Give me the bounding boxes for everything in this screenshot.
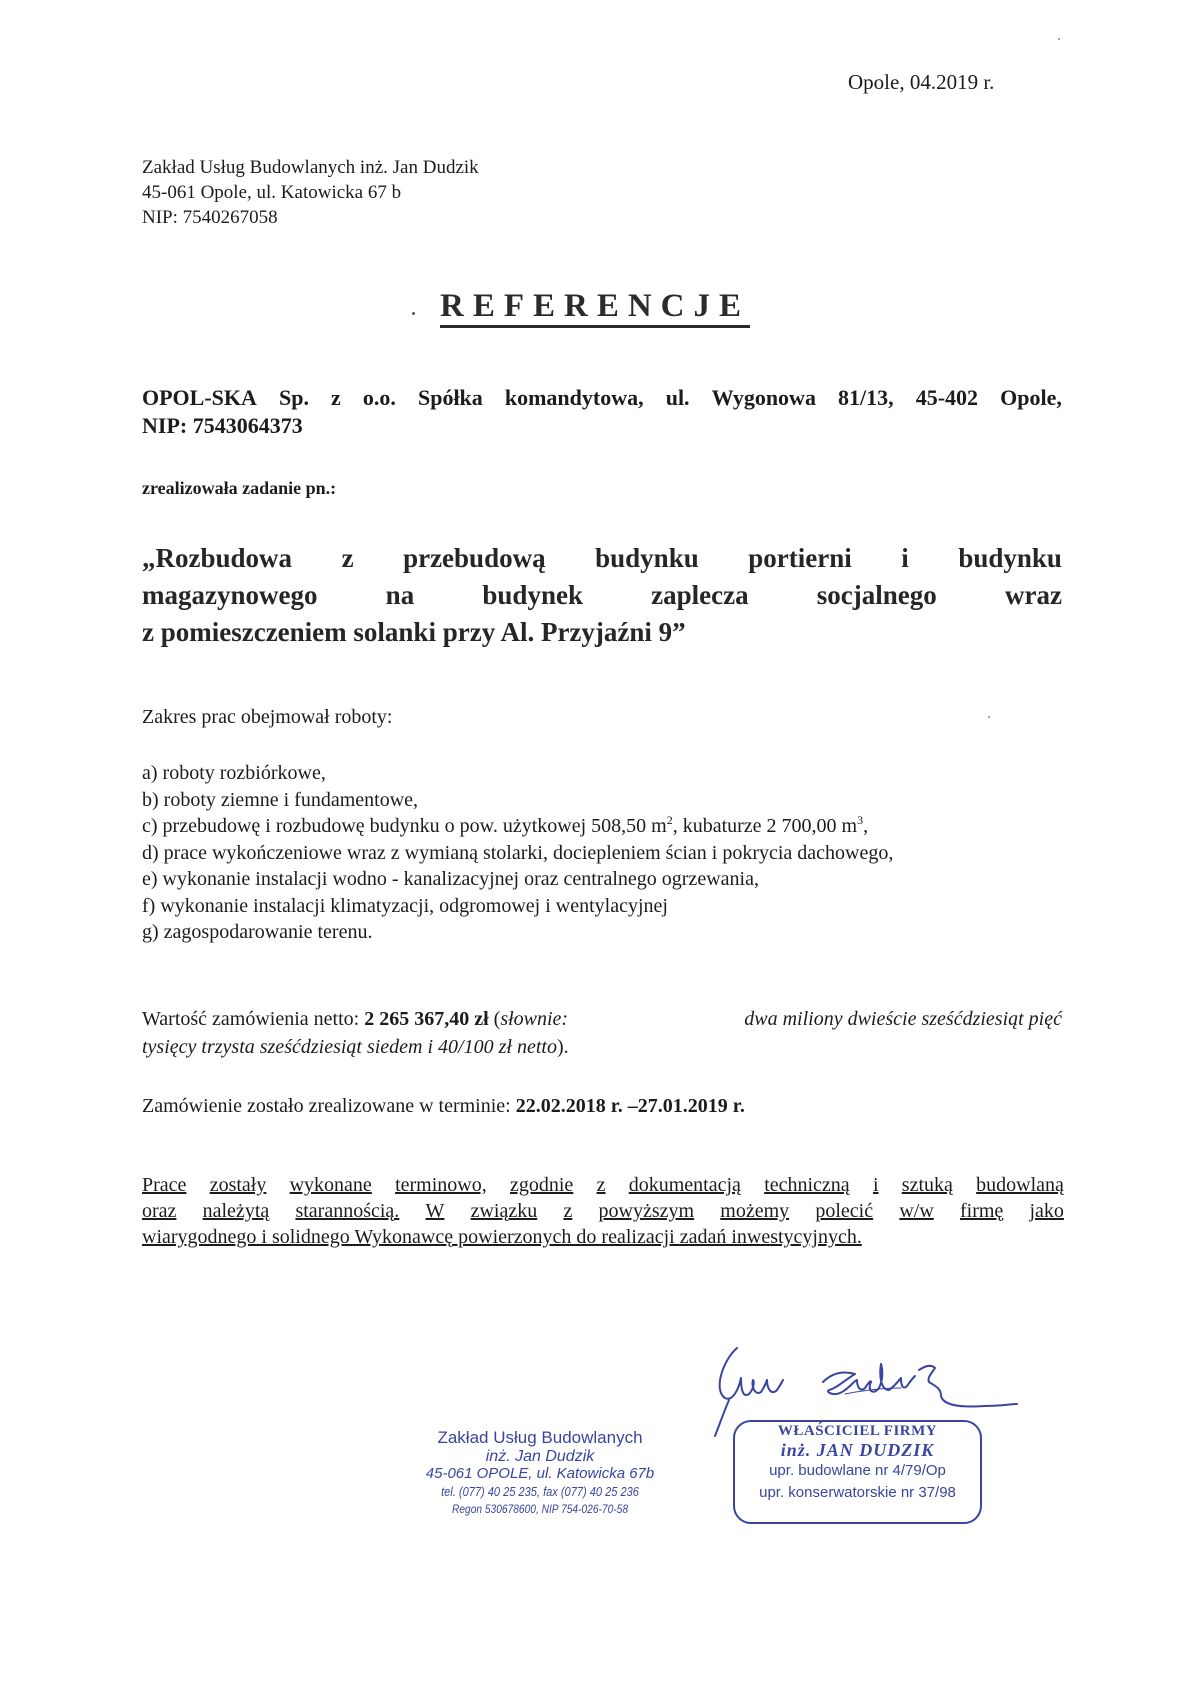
recipient-nip: NIP: 7543064373 xyxy=(142,413,303,438)
stamp-company-registry: Regon 530678600, NIP 754-026-70-58 xyxy=(451,1502,628,1516)
stamp-company-name: inż. Jan Dudzik xyxy=(485,1448,595,1465)
word: starannością. xyxy=(295,1200,400,1222)
order-value-words-label: słownie: xyxy=(500,1008,569,1030)
word: wykonane xyxy=(289,1174,372,1196)
stamp-company-title: Zakład Usług Budowlanych xyxy=(437,1428,643,1447)
word: komandytowa, xyxy=(504,385,644,410)
word: „Rozbudowa xyxy=(142,543,293,573)
word: portierni xyxy=(748,543,852,573)
order-value-words-2: tysięcy trzysta sześćdziesiąt siedem i 40/100 zł netto xyxy=(142,1036,557,1058)
word: i xyxy=(901,543,909,573)
term-label: Zamówienie zostało zrealizowane w terminie: xyxy=(142,1095,511,1117)
word: powyższym xyxy=(598,1200,695,1222)
scope-item: d) prace wykończeniowe wraz z wymianą stolarki, dociepleniem ścian i pokrycia dachowego, xyxy=(142,841,894,864)
order-value-words-1: dwa miliony dwieście sześćdziesiąt pięć xyxy=(744,1008,1062,1030)
owner-name: inż. JAN DUDZIK xyxy=(780,1440,935,1460)
word: przebudową xyxy=(403,543,546,573)
word: 45-402 xyxy=(915,385,979,410)
term-period: 22.02.2018 r. –27.01.2019 r. xyxy=(515,1095,745,1117)
scope-item-c-text: , xyxy=(863,815,869,837)
scope-item-c-text: c) przebudowę i rozbudowę budynku o pow. użytkowej 508,50 m xyxy=(142,815,667,837)
word: związku xyxy=(470,1200,538,1222)
word: budynku xyxy=(958,543,1062,573)
word: Spółka xyxy=(417,385,483,410)
word: z xyxy=(596,1174,606,1196)
superscript-3: 3 xyxy=(857,813,864,827)
document-title: REFERENCJE xyxy=(440,288,750,328)
closing-line-3: wiarygodnego i solidnego Wykonawcę powierzonych do realizacji zadań inwestycyjnych. xyxy=(142,1226,862,1248)
word: 81/13, xyxy=(838,385,894,410)
scope-list xyxy=(142,760,893,946)
word: należytą xyxy=(202,1200,270,1222)
word: jako xyxy=(1029,1200,1064,1222)
word: budowlaną xyxy=(976,1174,1064,1196)
word: możemy xyxy=(720,1200,790,1222)
word: zaplecza xyxy=(651,580,749,610)
completion-term xyxy=(142,1095,745,1118)
scope-item: g) zagospodarowanie terenu. xyxy=(142,921,373,943)
sender-address: 45-061 Opole, ul. Katowicka 67 b xyxy=(142,182,402,203)
word: Prace xyxy=(142,1174,187,1196)
word: OPOL-SKA xyxy=(142,385,257,410)
word: magazynowego xyxy=(142,580,318,610)
owner-license-conservation: upr. konserwatorskie nr 37/98 xyxy=(759,1484,956,1501)
closing-line-2 xyxy=(142,1198,1064,1224)
closing-line-1 xyxy=(142,1172,1064,1198)
intro-text: zrealizowała zadanie pn.: xyxy=(142,478,337,498)
recipient-line xyxy=(142,384,1062,412)
recipient-block xyxy=(142,384,1062,440)
word: budynku xyxy=(595,543,699,573)
word: budynek xyxy=(482,580,583,610)
word: wraz xyxy=(1004,580,1062,610)
word: z xyxy=(341,543,354,573)
stamp-company-phone: tel. (077) 40 25 235, fax (077) 40 25 236 xyxy=(441,1484,639,1499)
superscript-2: 2 xyxy=(666,813,673,827)
word: sztuką xyxy=(901,1174,953,1196)
owner-role: WŁAŚCICIEL FIRMY xyxy=(774,1423,941,1440)
word: o.o. xyxy=(362,385,396,410)
closing-statement xyxy=(142,1172,1064,1250)
stray-dot xyxy=(412,312,415,315)
task-line-3: z pomieszczeniem solanki przy Al. Przyjaźni 9” xyxy=(142,617,686,647)
word: W xyxy=(425,1200,445,1222)
task-line-2 xyxy=(142,577,1062,614)
scope-heading: Zakres prac obejmował roboty: xyxy=(142,706,393,728)
owner-license-building: upr. budowlane nr 4/79/Op xyxy=(769,1462,946,1479)
scan-speck xyxy=(1058,38,1060,40)
sender-nip: NIP: 7540267058 xyxy=(142,207,278,228)
paren-close: ). xyxy=(556,1036,569,1058)
word: dokumentacją xyxy=(628,1174,741,1196)
order-value-line-1 xyxy=(142,1005,1062,1033)
word: zgodnie xyxy=(510,1174,574,1196)
sender-company: Zakład Usług Budowlanych inż. Jan Dudzik xyxy=(142,157,479,178)
paren: ( xyxy=(493,1008,501,1030)
word: w/w xyxy=(899,1200,934,1222)
scan-speck xyxy=(988,716,990,718)
word: i xyxy=(872,1174,879,1196)
word: z xyxy=(563,1200,573,1222)
scope-item: a) roboty rozbiórkowe, xyxy=(142,762,326,784)
word: Wygonowa xyxy=(711,385,816,410)
company-stamp xyxy=(405,1428,675,1518)
owner-stamp xyxy=(733,1420,982,1524)
scope-item xyxy=(142,813,893,840)
word: firmę xyxy=(959,1200,1004,1222)
scope-item-c-text: , kubaturze 2 700,00 m xyxy=(672,815,858,837)
word: zostały xyxy=(209,1174,267,1196)
task-title xyxy=(142,540,1062,651)
order-value-line-2 xyxy=(142,1033,1062,1061)
stamp-company-address: 45-061 OPOLE, ul. Katowicka 67b xyxy=(425,1465,655,1482)
word: Sp. xyxy=(278,385,309,410)
word: terminowo, xyxy=(395,1174,487,1196)
word: ul. xyxy=(665,385,690,410)
word: socjalnego xyxy=(816,580,937,610)
sender-block xyxy=(142,155,479,230)
word: Opole, xyxy=(1000,385,1062,410)
word: techniczną xyxy=(764,1174,850,1196)
scope-item: f) wykonanie instalacji klimatyzacji, odgromowej i wentylacyjnej xyxy=(142,894,668,917)
task-line-1 xyxy=(142,540,1062,577)
place-date: Opole, 04.2019 r. xyxy=(848,70,995,94)
scope-item: e) wykonanie instalacji wodno - kanalizacyjnej oraz centralnego ogrzewania, xyxy=(142,868,759,890)
order-value-amount: 2 265 367,40 zł xyxy=(364,1008,489,1030)
order-value xyxy=(142,1005,1062,1061)
order-value-label: Wartość zamówienia netto: xyxy=(142,1008,360,1030)
word: z xyxy=(331,385,341,410)
word: polecić xyxy=(815,1200,874,1222)
order-value-main xyxy=(142,1005,568,1033)
word: oraz xyxy=(142,1200,177,1222)
scope-item: b) roboty ziemne i fundamentowe, xyxy=(142,788,419,811)
word: na xyxy=(385,580,415,610)
